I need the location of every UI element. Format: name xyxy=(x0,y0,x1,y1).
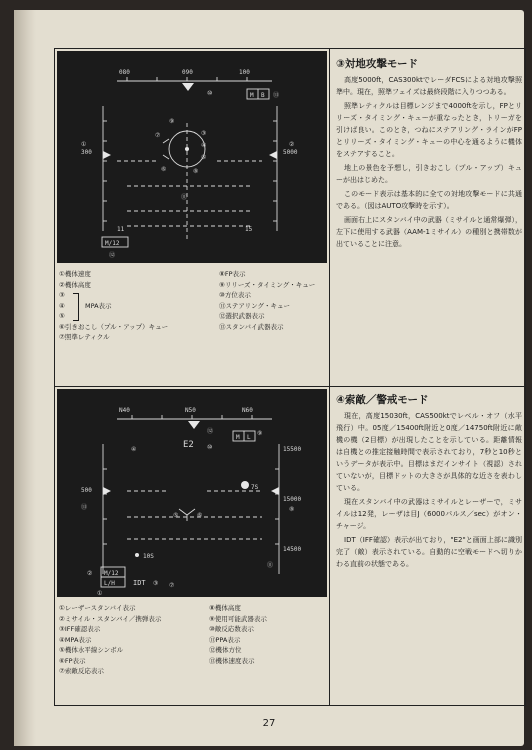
svg-text:M/12: M/12 xyxy=(104,570,119,577)
altitude-readout: 5000 xyxy=(283,149,298,156)
contact-label-1: 7S xyxy=(251,484,259,491)
legend-item: ⑪PPA表示 xyxy=(209,635,241,644)
callout-11: ⑪ xyxy=(181,194,188,201)
legend-item: ⑤機体水平線シンボル xyxy=(59,646,124,654)
callout-3: ③ xyxy=(201,130,207,137)
legend-item: ⑨使用可能武器表示 xyxy=(209,614,267,623)
paragraph: 画面右上にスタンバイ中の武器（ミサイルと通常爆弾），左下に使用する武器（AAM-1ミサイル）の種別と携帯数が出ていることに注意。 xyxy=(336,216,522,248)
svg-text:⑩: ⑩ xyxy=(207,444,213,451)
legend-item: ①機体速度 xyxy=(59,270,91,278)
svg-text:①: ① xyxy=(97,590,103,597)
section-ground-attack xyxy=(55,49,525,387)
legend-item: ⑨リリーズ・タイミング・キュー xyxy=(219,280,316,289)
text-column-ground-attack xyxy=(336,57,522,250)
callout-13: ⑬ xyxy=(273,92,280,99)
svg-text:L: L xyxy=(247,434,251,441)
legend-bracket-label: MPA表示 xyxy=(85,301,112,310)
range-tick-1: 11 xyxy=(117,226,125,233)
altitude-tick-2: 15000 xyxy=(283,496,302,503)
callout-5: ⑤ xyxy=(201,154,207,161)
hud-ground-attack-drawing xyxy=(57,51,327,263)
paragraph: このモード表示は基本的に全ての対地攻撃モードに共通である。（図はAUTO攻撃時を示す）。 xyxy=(336,190,522,210)
hud-screen-search-alert xyxy=(57,389,327,597)
heading-tick-3: N60 xyxy=(242,407,253,414)
contact-dot-1 xyxy=(241,481,249,489)
legend-item: ①レーザースタンバイ表示 xyxy=(59,604,136,612)
heading-caret-icon xyxy=(188,421,200,429)
heading-tick-1: 080 xyxy=(119,69,130,76)
legend-item: ⑫選択武器表示 xyxy=(219,312,265,320)
heading-tick-3: 100 xyxy=(239,69,250,76)
paragraph: IDT（IFF確認）表示が出ており，"E2"と画面上部に識別完了（敵）表示されている。自動的に空戦モードへ切りかわる直前の状態である。 xyxy=(336,536,522,568)
callout-7: ⑦ xyxy=(155,132,161,139)
page-number: 27 xyxy=(262,718,276,729)
range-tick-2: 15 xyxy=(245,226,253,233)
contact-dot-2 xyxy=(135,553,139,557)
speed-readout: 300 xyxy=(81,149,92,156)
legend-item: ⑦照準レティクル xyxy=(59,333,110,341)
legend-item: ⑩方位表示 xyxy=(219,291,251,299)
svg-text:⑤: ⑤ xyxy=(173,512,179,519)
legend-item: ③ xyxy=(59,291,65,299)
svg-text:③: ③ xyxy=(153,580,159,587)
heading-tick-2: 090 xyxy=(182,69,193,76)
callout-9: ⑨ xyxy=(169,118,175,125)
legend-item: ⑬機体速度表示 xyxy=(209,656,255,665)
svg-text:⑨: ⑨ xyxy=(257,430,263,437)
callout-12: ⑫ xyxy=(109,252,116,259)
iff-id-label: E2 xyxy=(183,440,194,450)
altitude-tick-1: 15500 xyxy=(283,446,302,453)
svg-text:④: ④ xyxy=(131,446,137,453)
legend-item: ④ MPA表示 xyxy=(59,301,219,312)
speed-caret-icon xyxy=(103,151,111,159)
section-heading: ③対地攻撃モード xyxy=(336,58,418,70)
idt-label: IDT xyxy=(133,579,146,587)
heading-tick-1: N40 xyxy=(119,407,130,414)
svg-text:⑦: ⑦ xyxy=(169,582,175,589)
legend-item: ⑬スタンバイ武器表示 xyxy=(219,322,284,331)
svg-text:⑫: ⑫ xyxy=(207,428,214,435)
altitude-caret-icon xyxy=(269,151,277,159)
standby-b: B xyxy=(261,92,265,99)
callout-10: ⑩ xyxy=(207,90,213,97)
aircraft-symbol xyxy=(179,509,195,515)
heading-caret-icon xyxy=(182,83,194,91)
column-divider xyxy=(329,49,330,386)
contact-label-2: 10S xyxy=(143,553,154,560)
content-frame xyxy=(54,48,526,706)
heading-tick-2: N50 xyxy=(185,407,196,414)
callout-8: ⑧ xyxy=(193,168,199,175)
legend-item: ⑩敵反応数表示 xyxy=(209,625,254,633)
callout-1: ① xyxy=(81,141,87,148)
svg-text:⑪: ⑪ xyxy=(267,562,274,569)
column-divider xyxy=(329,387,330,705)
legend-item: ⑧FP表示 xyxy=(219,270,246,278)
legend-item: ⑥引きおこし（プル・アップ）キュー xyxy=(59,322,169,331)
svg-text:⑬: ⑬ xyxy=(81,504,88,511)
svg-text:L/H: L/H xyxy=(104,580,115,587)
svg-text:M: M xyxy=(236,434,240,441)
paragraph: 照準レティクルは目標レンジまで4000ftを示し，FPとリリーズ・タイミング・キューが重なったとき，トリーガを引けば良い。このとき，つねにステアリング・ラインがFPとリリーズ・タイミング・キューの中心を通るように機体をステアすること。 xyxy=(336,102,522,158)
legend-item: ⑪ステアリング・キュー xyxy=(219,301,290,310)
callout-2: ② xyxy=(289,141,295,148)
paragraph: 現在，高度15030ft，CAS500ktでレベル・オフ（水平飛行）中。05度／15400ft附近と0度／14750ft附近に敵機の機（2目標）が出現したことを示している。距離情報は自機との推定接触時間で表示されており，7秒と10秒というデータが表示中。目標はまだインサイト（視認）されていないが，目標ドットの大きさが具体的な近さを表わしている。 xyxy=(336,412,522,492)
legend-bracket xyxy=(73,293,79,321)
section-search-alert xyxy=(55,387,525,705)
legend-item: ⑥FP表示 xyxy=(59,656,86,665)
section-heading: ④索敵／警戒モード xyxy=(336,394,429,406)
legend-item: ④MPA表示 xyxy=(59,635,92,644)
legend-item: ⑦索敵反応表示 xyxy=(59,667,104,675)
text-column-search-alert xyxy=(336,393,522,570)
hud-search-alert-drawing xyxy=(57,389,327,597)
page-spine xyxy=(14,10,36,746)
legend-item: ②ミサイル・スタンバイ／携弾表示 xyxy=(59,614,162,623)
speed-readout: 500 xyxy=(81,487,92,494)
standby-m: M xyxy=(250,92,254,99)
book-page xyxy=(14,10,524,746)
paragraph: 高度5000ft，CAS300ktでレーダFCSによる対地攻撃照準中。現在，照準フェイズは最終段階に入りつつある。 xyxy=(336,76,522,96)
legend-item: ⑫機体方位 xyxy=(209,646,242,654)
svg-text:⑧: ⑧ xyxy=(289,506,295,513)
legend-item: ⑧機体高度 xyxy=(209,604,241,612)
svg-text:⑥: ⑥ xyxy=(197,512,203,519)
legend-item: ②機体高度 xyxy=(59,280,91,289)
svg-text:②: ② xyxy=(87,570,93,577)
callout-4: ④ xyxy=(201,142,207,149)
paragraph: 現在スタンバイ中の武器はミサイルとレーザーで，ミサイルは12発，レーザは目J（6000パルス／sec）がオン・チャージ。 xyxy=(336,498,522,530)
altitude-tick-3: 14500 xyxy=(283,546,302,553)
selected-weapon: M/12 xyxy=(105,240,120,247)
paragraph: 地上の景色を予想し，引きおこし（プル・アップ）キューが出はじめた。 xyxy=(336,164,522,184)
legend-item: ⑤ xyxy=(59,312,65,320)
legend-item: ③IFF確認表示 xyxy=(59,625,101,633)
callout-6: ⑥ xyxy=(161,166,167,173)
hud-screen-ground-attack xyxy=(57,51,327,263)
